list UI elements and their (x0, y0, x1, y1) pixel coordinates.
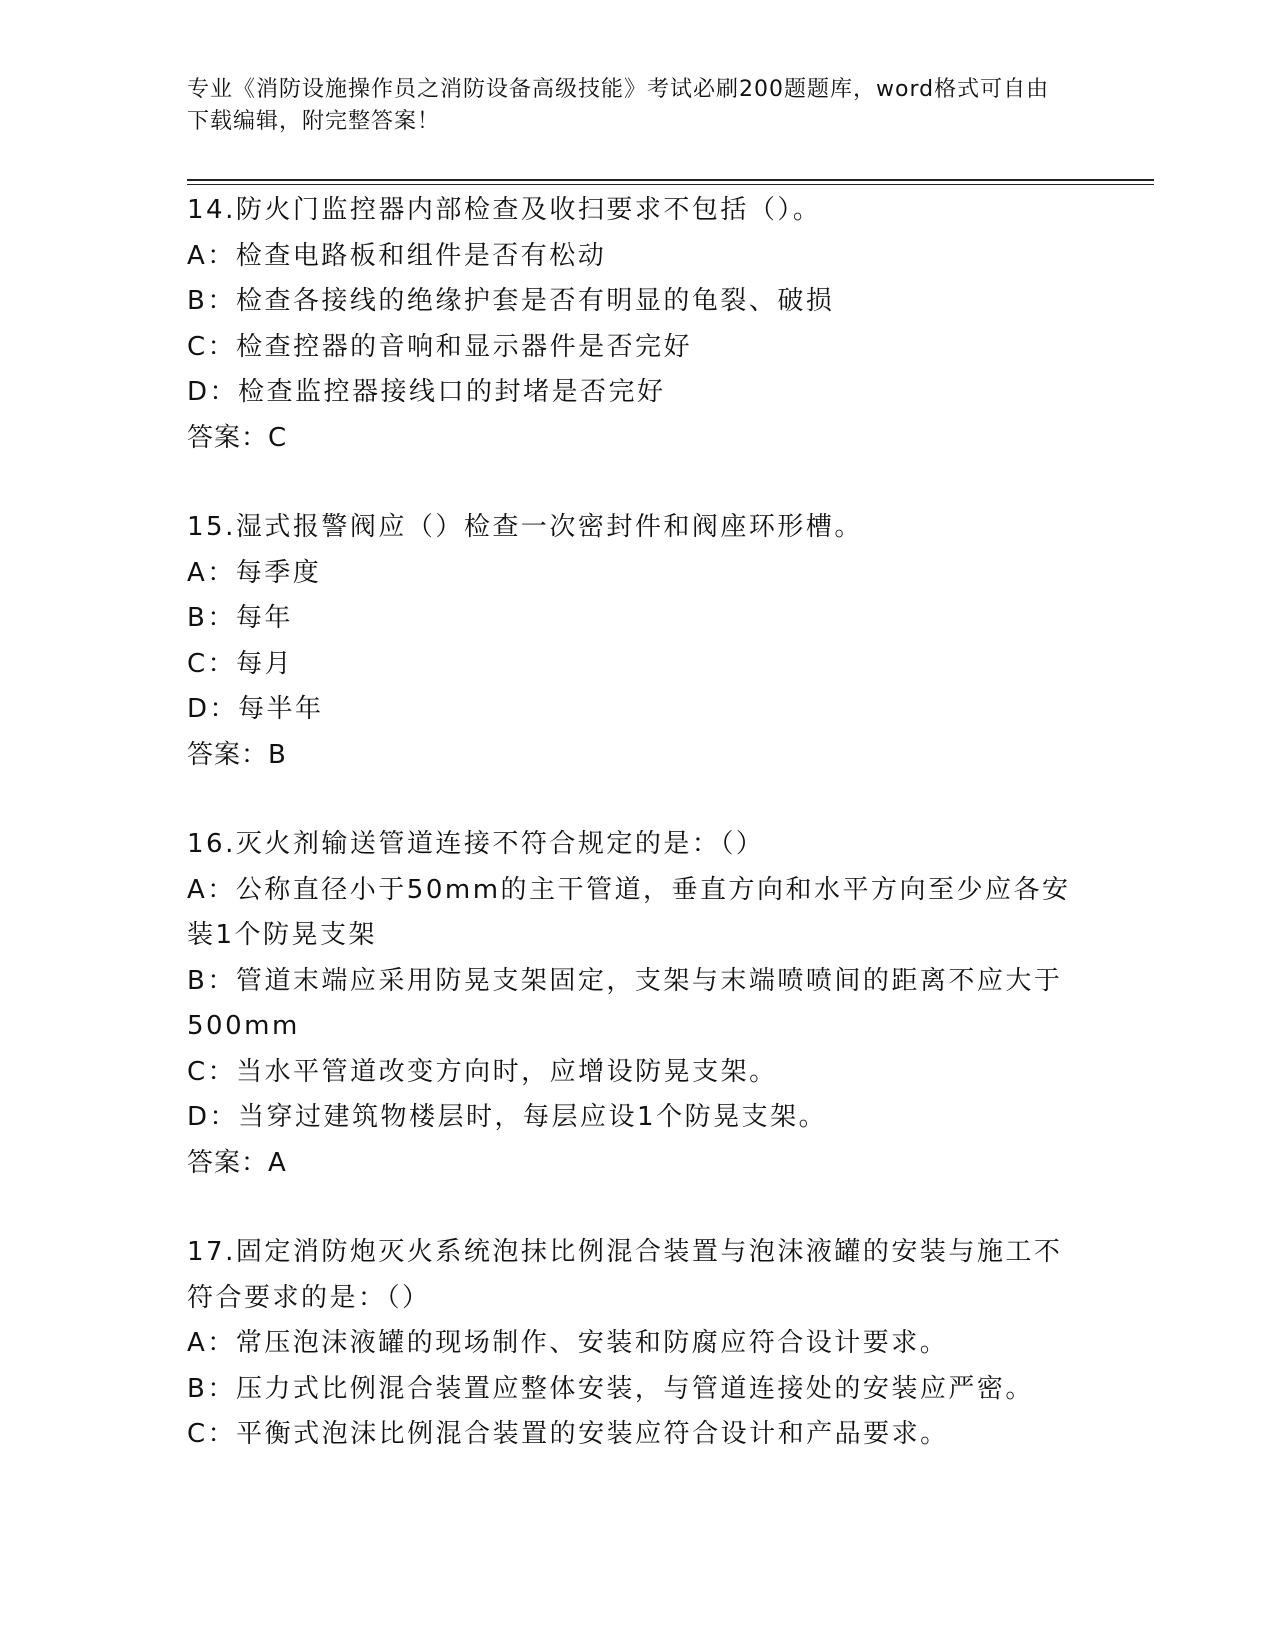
question-stem: 17.固定消防炮灭火系统泡抹比例混合装置与泡沫液罐的安装与施工不符合要求的是：（） (187, 1237, 1063, 1313)
option-c: C：当水平管道改变方向时，应增设防晃支架。 (187, 1056, 778, 1087)
option-c: C：平衡式泡沫比例混合装置的安装应符合设计和产品要求。 (187, 1419, 949, 1449)
question-17 (187, 1230, 1087, 1458)
answer-line: 答案：C (187, 422, 288, 453)
header-text: 专业《消防设施操作员之消防设备高级技能》考试必刷200题题库，word格式可自由下载编辑，附完整答案！ (187, 77, 1050, 134)
question-list (187, 188, 1087, 1502)
answer-line: 答案：B (187, 739, 287, 770)
question-14 (187, 188, 1087, 461)
option-c: C：检查控器的音响和显示器件是否完好 (187, 331, 693, 362)
option-a: A：公称直径小于50mm的主干管道，垂直方向和水平方向至少应各安装1个防晃支架 (187, 874, 1071, 950)
option-b: B：每年 (187, 603, 293, 633)
option-b: B：检查各接线的绝缘护套是否有明显的龟裂、破损 (187, 286, 835, 316)
question-stem: 14.防火门监控器内部检查及收扫要求不包括（）。 (187, 195, 822, 225)
header-divider-thin (187, 184, 1154, 185)
option-c: C：每月 (187, 648, 294, 679)
option-d: D：检查监控器接线口的封堵是否完好 (187, 377, 666, 407)
option-a: A：每季度 (187, 557, 322, 588)
document-header (187, 74, 1067, 138)
question-15 (187, 505, 1087, 778)
option-a: A：检查电路板和组件是否有松动 (187, 240, 607, 271)
option-a: A：常压泡沫液罐的现场制作、安装和防腐应符合设计要求。 (187, 1328, 949, 1358)
answer-line: 答案：A (187, 1147, 287, 1178)
option-b: B：压力式比例混合装置应整体安装，与管道连接处的安装应严密。 (187, 1373, 1034, 1404)
header-divider-thick (187, 179, 1154, 181)
option-d: D：当穿过建筑物楼层时，每层应设1个防晃支架。 (187, 1102, 828, 1132)
option-d: D：每半年 (187, 694, 324, 724)
question-16 (187, 822, 1087, 1186)
option-b: B：管道末端应采用防晃支架固定，支架与末端喷喷间的距离不应大于500mm (187, 965, 1063, 1041)
question-stem: 16.灭火剂输送管道连接不符合规定的是：（） (187, 829, 765, 859)
question-stem: 15.湿式报警阀应（）检查一次密封件和阀座环形槽。 (187, 512, 863, 542)
